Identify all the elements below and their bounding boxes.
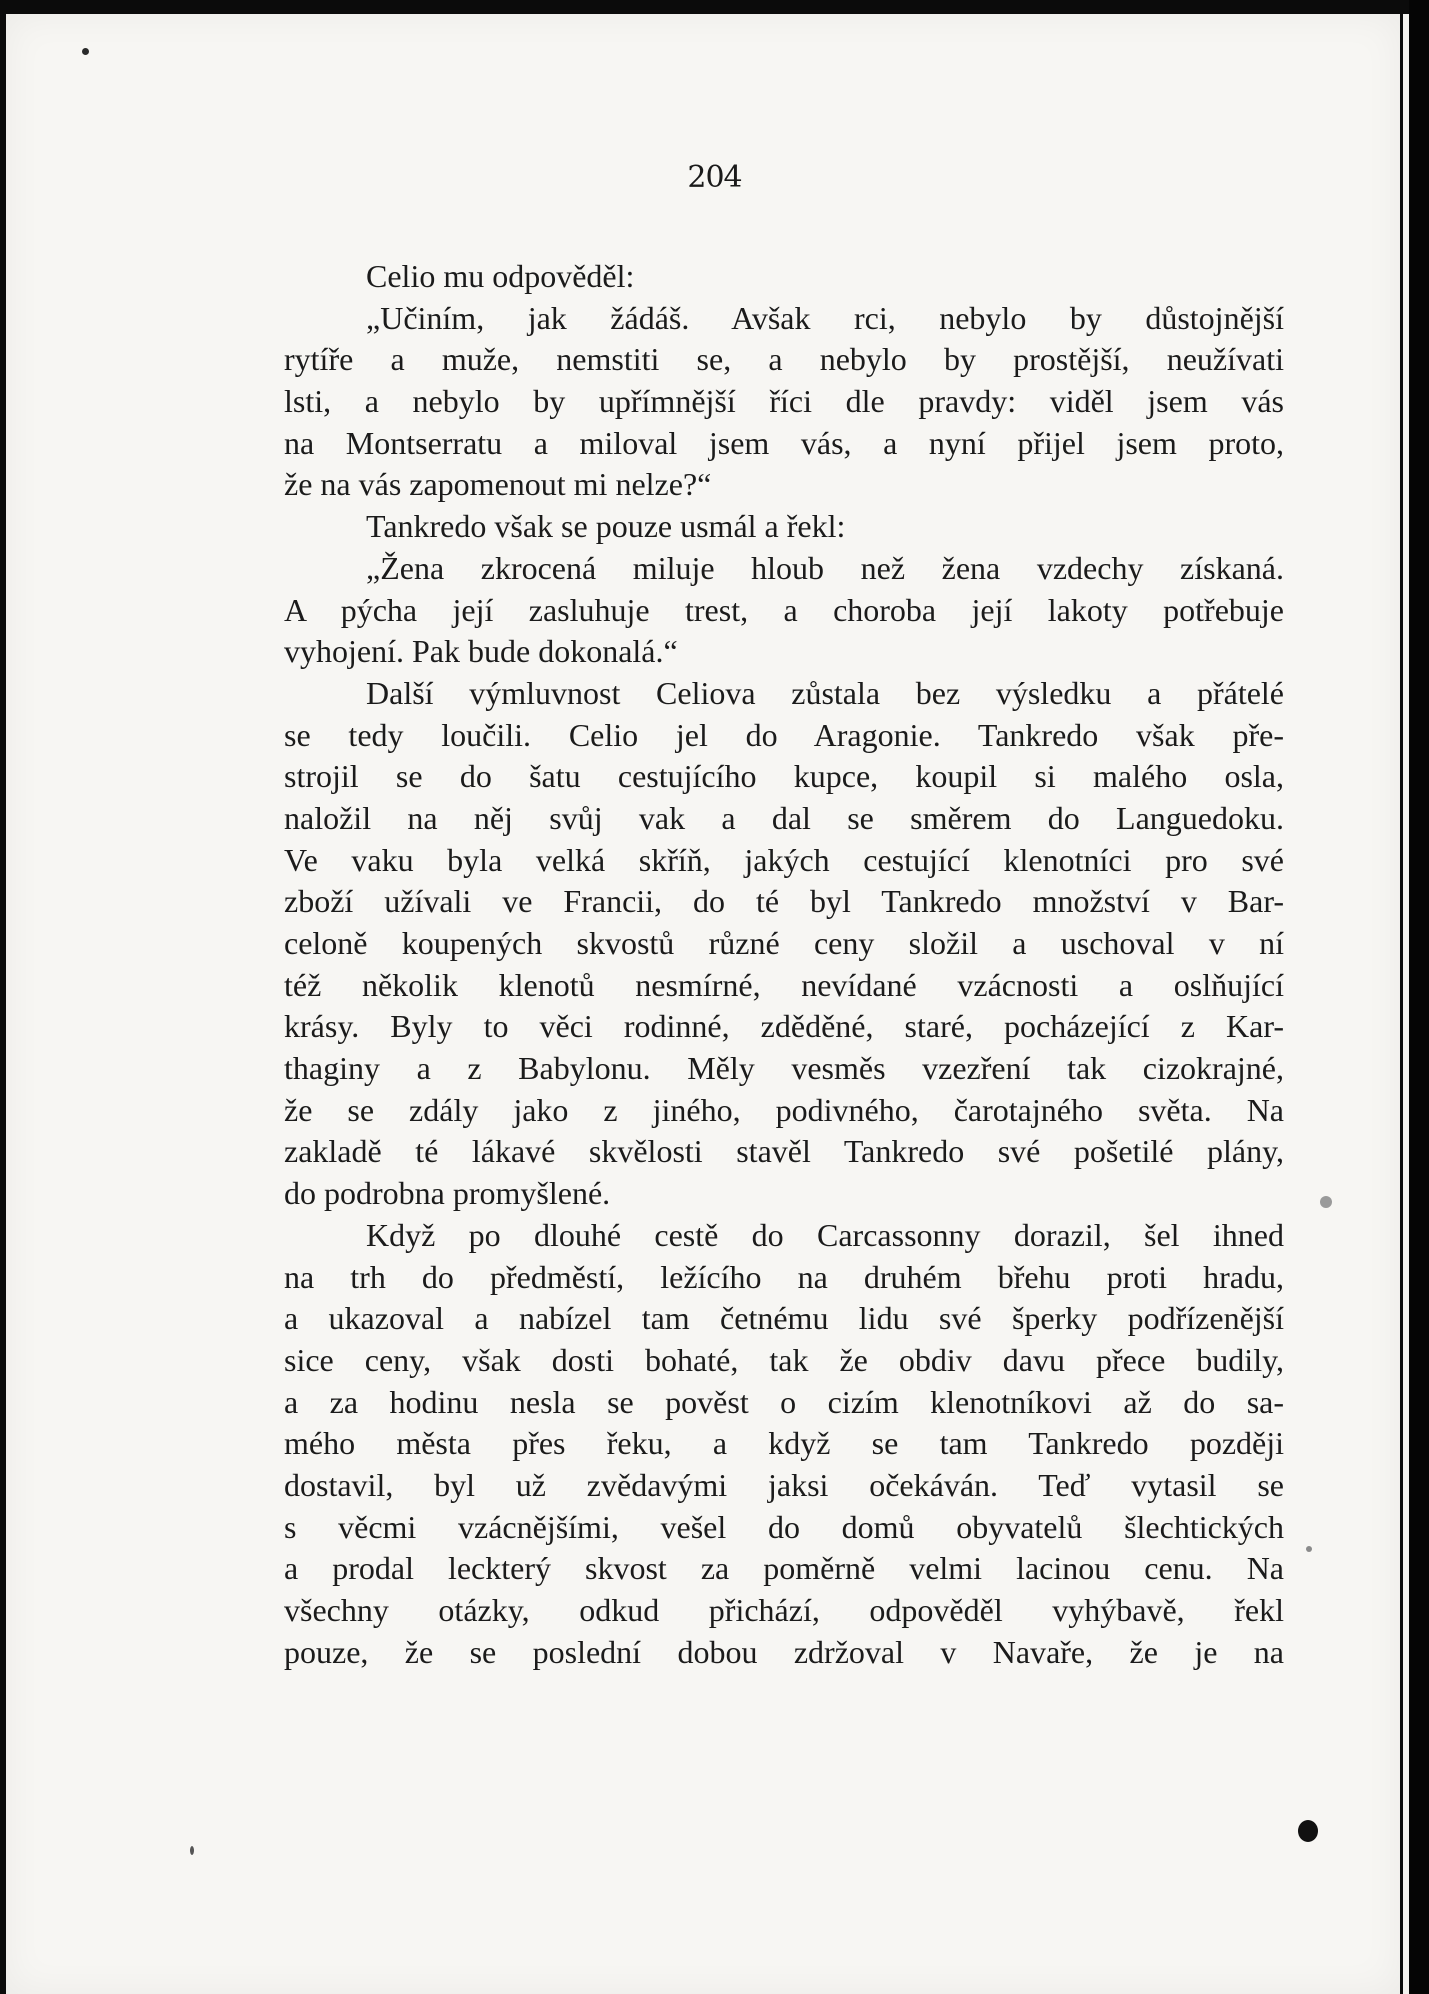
- text-line: všechny otázky, odkud přichází, odpověděl vyhýbavě, řekl: [284, 1592, 1284, 1628]
- text-line: že na vás zapomenout mi nelze?“: [284, 466, 712, 503]
- text-line: dostavil, byl už zvědavými jaksi očekáván. Teď vytasil se: [284, 1466, 1284, 1503]
- text-line: do podrobna promyšlené.: [284, 1175, 611, 1212]
- ink-speck: [82, 48, 89, 55]
- ink-speck: [190, 1846, 194, 1855]
- text-line: sice ceny, však dosti bohaté, tak že obdiv davu přece budily,: [284, 1341, 1284, 1378]
- text-line: krásy. Byly to věci rodinné, zděděné, staré, pocházející z Kar-: [284, 1008, 1284, 1045]
- text-line: mého města přes řeku, a když se tam Tankredo později: [284, 1425, 1284, 1462]
- text-line: zakladě té lákavé skvělosti stavěl Tankredo své pošetilé plány,: [284, 1133, 1284, 1170]
- text-line: se tedy loučili. Celio jel do Aragonie. Tankredo však pře-: [284, 716, 1284, 753]
- text-line: „Učiním, jak žádáš. Avšak rci, nebylo by důstojnější: [366, 299, 1284, 336]
- text-line: s věcmi vzácnějšími, vešel do domů obyvatelů šlechtických: [284, 1508, 1284, 1545]
- text-line: rytíře a muže, nemstiti se, a nebylo by prostější, neužívati: [284, 341, 1284, 378]
- body-text: [284, 256, 1284, 1673]
- text-line: pouze, že se poslední dobou zdržoval v Navaře, že je na: [284, 1633, 1284, 1670]
- text-line: naložil na něj svůj vak a dal se směrem do Languedoku.: [284, 799, 1284, 836]
- text-line: thaginy a z Babylonu. Měly vesměs vzezření tak cizokrajné,: [284, 1050, 1284, 1087]
- ink-speck: [1306, 1546, 1312, 1552]
- ink-speck: [1298, 1820, 1318, 1842]
- ink-speck: [1320, 1196, 1332, 1208]
- text-line: A pýcha její zasluhuje trest, a choroba její lakoty potřebuje: [284, 591, 1284, 628]
- text-line: na trh do předměstí, ležícího na druhém břehu proti hradu,: [284, 1258, 1284, 1295]
- text-line: „Žena zkrocená miluje hloub než žena vzdechy získaná.: [366, 549, 1284, 586]
- text-line: též několik klenotů nesmírné, nevídané vzácnosti a oslňující: [284, 966, 1284, 1003]
- text-line: a za hodinu nesla se pověst o cizím klenotníkovi až do sa-: [284, 1383, 1284, 1420]
- text-line: Když po dlouhé cestě do Carcassonny dorazil, šel ihned: [366, 1216, 1284, 1253]
- text-line: a ukazoval a nabízel tam četnému lidu své šperky podřízenější: [284, 1300, 1284, 1337]
- scan-dark-border: [1409, 0, 1429, 1994]
- page-number: 204: [687, 160, 742, 195]
- text-line: Ve vaku byla velká skříň, jakých cestující klenotníci pro své: [284, 841, 1284, 878]
- text-line: Tankredo však se pouze usmál a řekl:: [366, 508, 846, 545]
- text-line: že se zdály jako z jiného, podivného, čarotajného světa. Na: [284, 1091, 1284, 1128]
- text-line: Celio mu odpověděl:: [366, 258, 635, 294]
- text-line: Další výmluvnost Celiova zůstala bez výsledku a přátelé: [366, 674, 1284, 711]
- text-line: lsti, a nebylo by upřímnější říci dle pravdy: viděl jsem vás: [284, 383, 1284, 420]
- text-line: zboží užívali ve Francii, do té byl Tankredo množství v Bar-: [284, 883, 1284, 920]
- text-line: na Montserratu a miloval jsem vás, a nyní přijel jsem proto,: [284, 424, 1284, 461]
- text-line: vyhojení. Pak bude dokonalá.“: [284, 633, 678, 670]
- text-line: celoně koupených skvostů různé ceny složil a uschoval v ní: [284, 925, 1284, 961]
- text-line: a prodal leckterý skvost za poměrně velmi lacinou cenu. Na: [284, 1550, 1284, 1587]
- text-line: strojil se do šatu cestujícího kupce, koupil si malého osla,: [284, 758, 1284, 795]
